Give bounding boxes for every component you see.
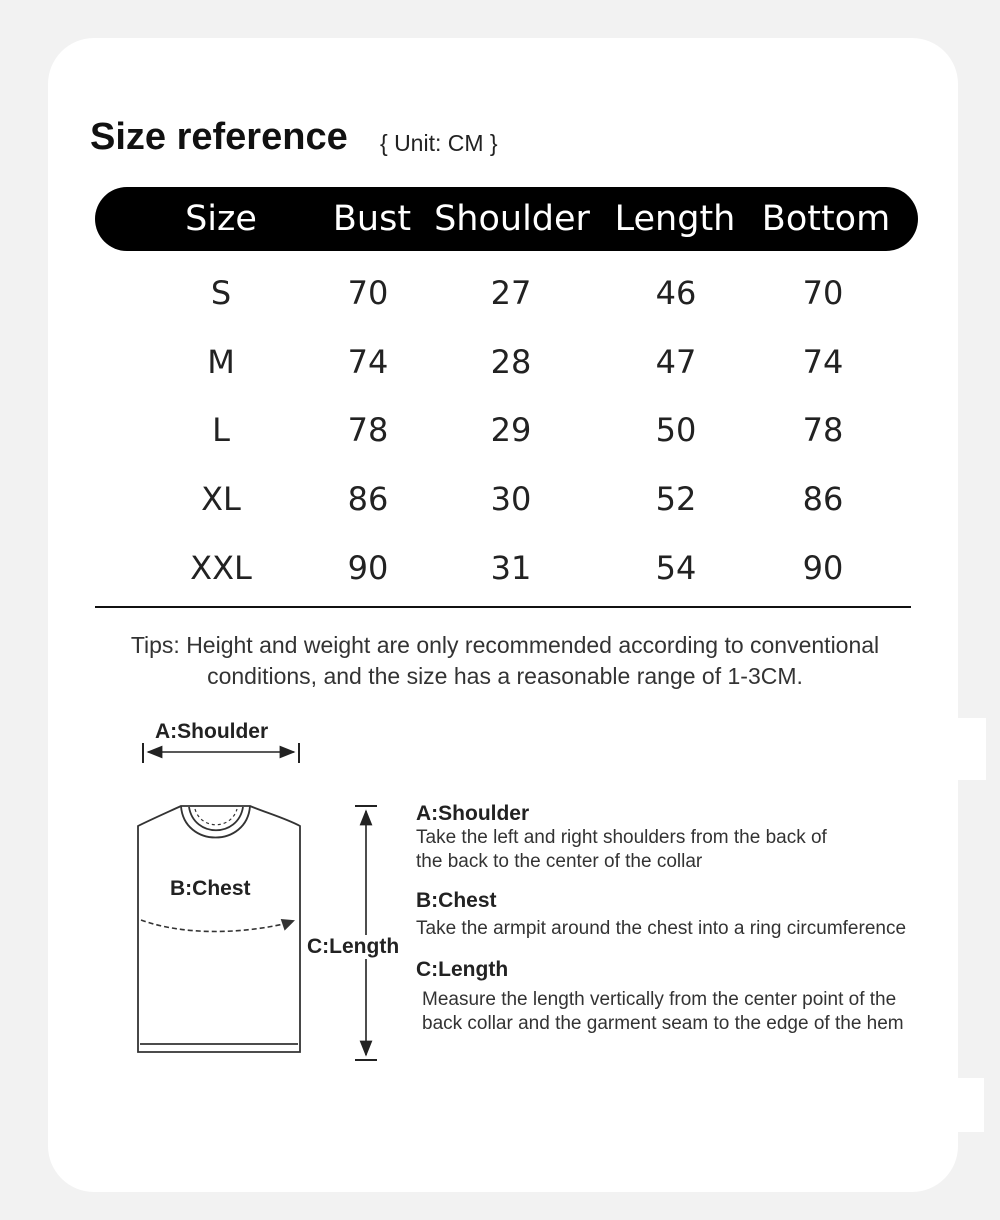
desc-chest-heading: B:Chest	[416, 889, 497, 912]
cell-bust: 78	[347, 411, 389, 449]
desc-length-text	[422, 988, 904, 1036]
diagram-shoulder-label: A:Shoulder	[155, 720, 269, 743]
cell-bust: 86	[347, 480, 389, 518]
cell-size: L	[212, 411, 230, 449]
cell-length: 52	[655, 480, 697, 518]
length-measure-arrow	[355, 806, 377, 1060]
cell-length: 50	[655, 411, 697, 449]
diagram-length-label: C:Length	[307, 935, 400, 958]
desc-shoulder-text	[416, 826, 827, 874]
desc-line: back collar and the garment seam to the edge of the hem	[422, 1013, 904, 1034]
tips-line: Tips: Height and weight are only recommended according to conventional	[130, 632, 880, 658]
cell-size: M	[207, 343, 235, 381]
cell-size: XXL	[190, 549, 252, 587]
unit-note: { Unit: CM }	[380, 130, 498, 156]
cell-bust: 74	[347, 343, 389, 381]
desc-shoulder-heading: A:Shoulder	[416, 802, 530, 825]
cell-bust: 70	[347, 274, 389, 312]
desc-line: Measure the length vertically from the center point of the	[422, 989, 897, 1010]
cell-bottom: 70	[802, 274, 844, 312]
cell-shoulder: 27	[490, 274, 532, 312]
cell-length: 54	[655, 549, 697, 587]
cell-bottom: 78	[802, 411, 844, 449]
desc-chest-text	[416, 917, 906, 941]
diagram-chest-label: B:Chest	[170, 877, 251, 900]
shoulder-measure-arrow	[143, 743, 299, 763]
cell-size: XL	[201, 480, 241, 518]
desc-length-heading: C:Length	[416, 958, 509, 981]
desc-line: Take the armpit around the chest into a ring circumference	[416, 918, 907, 939]
header-shoulder: Shoulder	[434, 199, 590, 239]
desc-line: the back to the center of the collar	[416, 851, 703, 872]
cell-length: 47	[655, 343, 697, 381]
desc-line: Take the left and right shoulders from the back of	[416, 827, 827, 848]
header-size: Size	[185, 199, 257, 239]
header-length: Length	[614, 199, 736, 239]
tank-top-outline	[138, 806, 300, 1052]
cell-bottom: 74	[802, 343, 844, 381]
cell-bottom: 86	[802, 480, 844, 518]
cell-length: 46	[655, 274, 697, 312]
tips-line: conditions, and the size has a reasonable range of 1-3CM.	[207, 663, 803, 689]
cell-shoulder: 28	[490, 343, 532, 381]
cell-size: S	[210, 274, 232, 312]
header-bottom: Bottom	[761, 199, 891, 239]
cell-bottom: 90	[802, 549, 844, 587]
cell-shoulder: 31	[490, 549, 532, 587]
header-bust: Bust	[332, 199, 412, 239]
cell-shoulder: 30	[490, 480, 532, 518]
cell-bust: 90	[347, 549, 389, 587]
cell-shoulder: 29	[490, 411, 532, 449]
page-title: Size reference	[90, 116, 348, 158]
